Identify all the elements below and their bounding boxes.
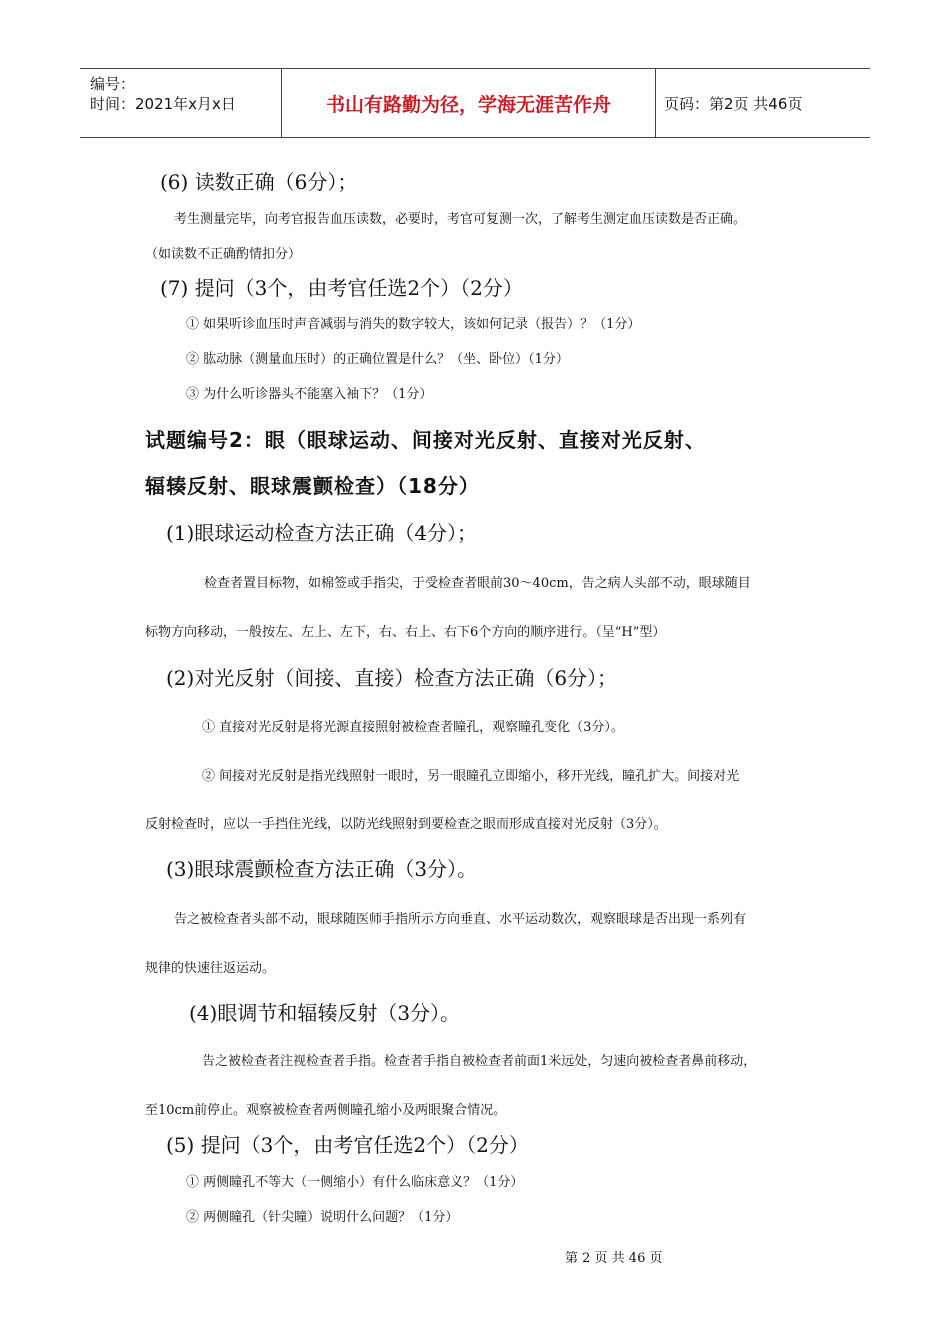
item-2-heading-line-1: 试题编号2：眼（眼球运动、间接对光反射、直接对光反射、 xyxy=(145,428,706,452)
header-meta-cell xyxy=(80,69,282,137)
section-7-question-1: ① 如果听诊血压时声音减弱与消失的数字较大，该如何记录（报告）？（1分） xyxy=(186,317,641,332)
eye-2-text-1: ① 直接对光反射是将光源直接照射被检查者瞳孔，观察瞳孔变化（3分）。 xyxy=(202,720,624,735)
eye-4-text-2: 至10cm前停止。观察被检查者两侧瞳孔缩小及两眼聚合情况。 xyxy=(145,1103,507,1118)
section-6-text-1: 考生测量完毕，向考官报告血压读数，必要时，考官可复测一次，了解考生测定血压读数是否正确。 xyxy=(174,212,747,227)
header-number-label: 编号： xyxy=(90,75,136,93)
eye-3-text-2: 规律的快速往返运动。 xyxy=(145,961,276,976)
eye-5-question-2: ② 两侧瞳孔（针尖瞳）说明什么问题？（1分） xyxy=(186,1210,459,1225)
eye-5-question-1: ① 两侧瞳孔不等大（一侧缩小）有什么临床意义？（1分） xyxy=(186,1175,524,1190)
page-footer: 第 2 页 共 46 页 xyxy=(565,1251,663,1266)
header-motto: 书山有路勤为径，学海无涯苦作舟 xyxy=(282,69,656,137)
eye-5-title: (5) 提问（3个，由考官任选2个）（2分） xyxy=(166,1133,529,1157)
eye-4-title: (4)眼调节和辐辏反射（3分）。 xyxy=(189,1001,461,1025)
eye-2-text-3: 反射检查时，应以一手挡住光线，以防光线照射到要检查之眼而形成直接对光反射（3分）。 xyxy=(145,817,667,832)
eye-2-text-2: ② 间接对光反射是指光线照射一眼时，另一眼瞳孔立即缩小，移开光线，瞳孔扩大。间接对光 xyxy=(202,769,740,784)
eye-3-title: (3)眼球震颤检查方法正确（3分）。 xyxy=(166,857,478,881)
section-6-title: (6) 读数正确（6分）； xyxy=(160,170,358,194)
eye-2-title: (2)对光反射（间接、直接）检查方法正确（6分）； xyxy=(166,666,618,690)
eye-1-title: (1)眼球运动检查方法正确（4分）； xyxy=(166,521,478,545)
section-7-title: (7) 提问（3个，由考官任选2个）（2分） xyxy=(160,276,523,300)
eye-1-text-1: 检查者置目标物，如棉签或手指尖，于受检查者眼前30～40cm，告之病人头部不动，眼球随目 xyxy=(204,576,751,591)
page-header xyxy=(80,68,870,138)
section-7-question-2: ② 肱动脉（测量血压时）的正确位置是什么？（坐、卧位）（1分） xyxy=(186,352,569,367)
header-page-info: 页码：第2页 共46页 xyxy=(664,94,803,113)
eye-3-text-1: 告之被检查者头部不动，眼球随医师手指所示方向垂直、水平运动数次，观察眼球是否出现一系列有 xyxy=(174,912,747,927)
eye-4-text-1: 告之被检查者注视检查者手指。检查者手指自被检查者前面1米远处，匀速向被检查者鼻前移动， xyxy=(202,1054,757,1069)
item-2-heading-line-2: 辐辏反射、眼球震颤检查）（18分） xyxy=(145,474,480,498)
section-6-text-2: （如读数不正确酌情扣分） xyxy=(145,247,302,262)
eye-1-text-2: 标物方向移动，一般按左、左上、左下，右、右上、右下6个方向的顺序进行。（呈“H”型） xyxy=(145,625,666,640)
header-date-label: 时间：2021年x月x日 xyxy=(90,95,236,113)
section-7-question-3: ③ 为什么听诊器头不能塞入袖下？（1分） xyxy=(186,387,433,402)
